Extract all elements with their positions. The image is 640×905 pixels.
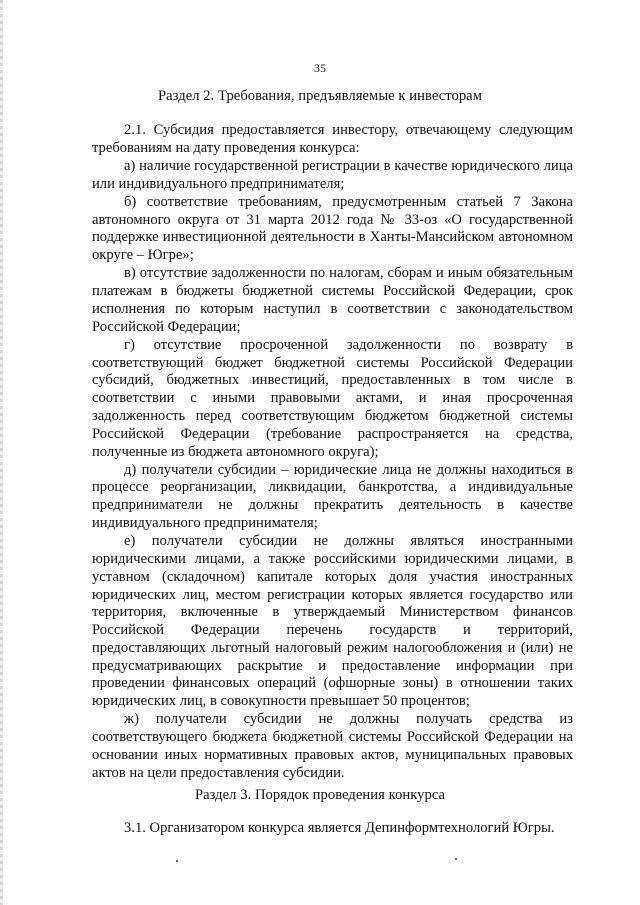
paragraph-3-1: 3.1. Организатором конкурса является Депинформтехнологий Югры.	[124, 820, 555, 836]
section-3-body	[92, 820, 573, 838]
scan-speck	[455, 858, 457, 860]
paragraph-2-1-b: б) соответствие требованиям, предусмотренным статьей 7 Закона автономного округа от 31 марта 2012 года № 33-оз «О государственной поддержке инвестиционной деятельности в Ханты-Мансийском автономном округе – Югре»;	[92, 193, 573, 264]
paragraph-2-1-a: а) наличие государственной регистрации в качестве юридического лица или индивидуального предпринимателя;	[92, 157, 573, 192]
paragraph-2-1-v: в) отсутствие задолженности по налогам, сборам и иным обязательным платежам в бюджеты бюджетной системы Российской Федерации, срок исполнения по которым наступил в соответствии с законодательством Российской Федерации;	[92, 265, 573, 335]
section-2-body	[92, 122, 573, 783]
section-2-heading: Раздел 2. Требования, предъявляемые к инвесторам	[158, 88, 482, 104]
scan-edge	[0, 0, 3, 905]
paragraph-2-1-zh: ж) получатели субсидии не должны получать средства из соответствующего бюджета бюджетной системы Российской Федерации на основании иных нормативных правовых актов, муниципальных правовых актов на цели предоставления субсидии.	[92, 711, 573, 781]
section-3-heading: Раздел 3. Порядок проведения конкурса	[194, 787, 446, 803]
paragraph-2-1-e: е) получатели субсидии не должны являться иностранными юридическими лицами, а также российскими юридическими лицами, в уставном (складочном) капитале которых доля участия иностранных юридических лиц, местом регистрации которых является государство или территория, включенные в утверждаемый Министерством финансов Российской Федерации перечень государств и территорий, предоставляющих льготный налоговый режим налогообложения и (или) не предусматривающих раскрытие и предоставление информации при проведении финансовых операций (офшорные зоны) в отношении таких юридических лиц, в совокупности превышает 50 процентов;	[92, 533, 573, 710]
paragraph-2-1: 2.1. Субсидия предоставляется инвестору, отвечающему следующим требованиям на дату проведения конкурса:	[92, 122, 573, 156]
page-number: 35	[314, 61, 326, 75]
paragraph-2-1-g: г) отсутствие просроченной задолженности по возврату в соответствующий бюджет бюджетной системы Российской Федерации субсидий, бюджетных инвестиций, предоставленных в том числе в соответствии с иными правовыми актами, и иная просроченная задолженность перед соответствующим бюджетом бюджетной системы Российской Федерации (требование распространяется на средства, полученные из бюджета автономного округа);	[92, 336, 573, 460]
scan-speck	[176, 860, 178, 862]
paragraph-2-1-d: д) получатели субсидии – юридические лица не должны находиться в процессе реорганизации, ликвидации, банкротства, а индивидуальные предприниматели не должны прекратить деятельность в качестве индивидуального предпринимателя;	[92, 461, 573, 532]
